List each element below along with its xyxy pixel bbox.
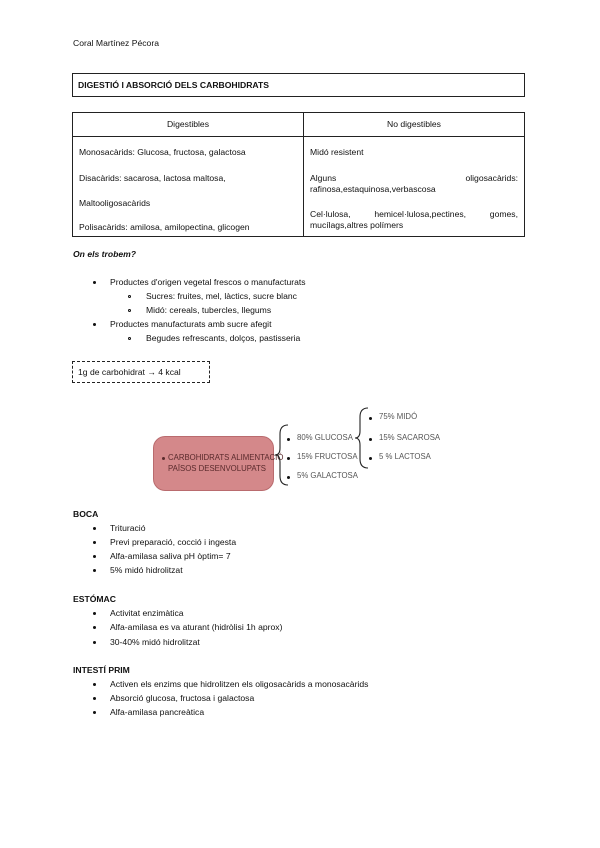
bullet-icon bbox=[93, 697, 96, 700]
no-digestibles-word: oligosacàrids: bbox=[465, 173, 518, 183]
diagram-fructose: 15% FRUCTOSA bbox=[297, 452, 358, 461]
table-header-digestibles: Digestibles bbox=[73, 113, 304, 137]
diagram-lactose: 5 % LACTOSA bbox=[379, 452, 431, 461]
where-item-vegetal: Productes d'origen vegetal frescos o manufacturats bbox=[110, 277, 306, 287]
bullet-icon bbox=[93, 641, 96, 644]
estomac-item: Activitat enzimàtica bbox=[110, 608, 184, 618]
bullet-icon bbox=[93, 569, 96, 572]
digestibles-monosaccharides: Monosacàrids: Glucosa, fructosa, galactosa bbox=[79, 147, 246, 157]
no-digestibles-word: Cel·lulosa, bbox=[310, 209, 351, 219]
bullet-icon bbox=[93, 527, 96, 530]
circle-bullet-icon bbox=[128, 309, 131, 312]
bullet-icon bbox=[93, 541, 96, 544]
diagram-sucrose: 15% SACAROSA bbox=[379, 433, 441, 442]
section-heading-boca: BOCA bbox=[73, 509, 99, 519]
bullet-icon bbox=[93, 555, 96, 558]
bullet-icon bbox=[369, 438, 372, 441]
table-header-no-digestibles: No digestibles bbox=[304, 113, 525, 137]
diagram-starch: 75% MIDÓ bbox=[379, 412, 418, 421]
boca-item: Alfa-amilasa saliva pH òptim= 7 bbox=[110, 551, 231, 561]
intesti-item: Activen els enzims que hidrolitzen els oligosacàrids a monosacàrids bbox=[110, 679, 369, 689]
bullet-icon bbox=[369, 417, 372, 420]
where-subitem-sugars: Sucres: fruites, mel, làctics, sucre blanc bbox=[146, 291, 297, 301]
no-digestibles-oligosaccharides-line bbox=[310, 173, 518, 184]
estomac-item: 30-40% midó hidrolitzat bbox=[110, 637, 200, 647]
no-digestibles-cell bbox=[304, 137, 525, 237]
diagram-main-line1: CARBOHIDRATS ALIMENTACIÓ bbox=[168, 453, 284, 462]
bullet-icon bbox=[287, 438, 290, 441]
no-digestibles-word: hemicel·lulosa,pectines, bbox=[374, 209, 467, 219]
bullet-icon bbox=[287, 457, 290, 460]
diagram-brace-2 bbox=[354, 407, 370, 469]
bullet-icon bbox=[93, 281, 96, 284]
energy-text: 1g de carbohidrat → 4 kcal bbox=[78, 367, 181, 377]
bullet-icon bbox=[93, 626, 96, 629]
where-subitem-starch: Midó: cereals, tubercles, llegums bbox=[146, 305, 272, 315]
intesti-item: Absorció glucosa, fructosa i galactosa bbox=[110, 693, 255, 703]
diagram-main-line2: PAÏSOS DESENVOLUPATS bbox=[168, 464, 266, 473]
boca-item: Trituració bbox=[110, 523, 146, 533]
no-digestibles-word: gomes, bbox=[489, 209, 518, 219]
bullet-icon bbox=[287, 476, 290, 479]
where-subitem-drinks: Begudes refrescants, dolços, pastisseria bbox=[146, 333, 301, 343]
bullet-icon bbox=[369, 457, 372, 460]
digestibles-cell bbox=[73, 137, 304, 237]
where-heading: On els trobem? bbox=[73, 249, 137, 259]
estomac-item: Alfa-amilasa es va aturant (hidròlisi 1h aprox) bbox=[110, 622, 283, 632]
circle-bullet-icon bbox=[128, 295, 131, 298]
no-digestibles-resistant-starch: Midó resistent bbox=[310, 147, 364, 157]
author-name: Coral Martínez Pécora bbox=[73, 38, 159, 48]
bullet-icon bbox=[93, 711, 96, 714]
diagram-galactose: 5% GALACTOSA bbox=[297, 471, 358, 480]
digestibles-maltooligosaccharides: Maltooligosacàrids bbox=[79, 198, 151, 208]
no-digestibles-fibres-line bbox=[310, 209, 518, 220]
where-item-added-sugar: Productes manufacturats amb sucre afegit bbox=[110, 319, 272, 329]
no-digestibles-oligosaccharides-list: rafinosa,estaquinosa,verbascosa bbox=[310, 184, 436, 194]
bullet-icon bbox=[93, 323, 96, 326]
document-title: DIGESTIÓ I ABSORCIÓ DELS CARBOHIDRATS bbox=[78, 80, 269, 90]
document-title-box bbox=[72, 73, 525, 97]
section-heading-intesti: INTESTÍ PRIM bbox=[73, 665, 130, 675]
diagram-main-node bbox=[153, 436, 284, 491]
digestibles-polysaccharides: Polisacàrids: amilosa, amilopectina, glicogen bbox=[79, 222, 250, 232]
energy-box bbox=[72, 361, 210, 383]
circle-bullet-icon bbox=[128, 337, 131, 340]
carbohydrates-table bbox=[72, 112, 525, 237]
section-heading-estomac: ESTÓMAC bbox=[73, 594, 116, 604]
boca-item: Previ preparació, cocció i ingesta bbox=[110, 537, 237, 547]
no-digestibles-polymers: mucílags,altres polímers bbox=[310, 220, 404, 230]
boca-item: 5% midó hidrolitzat bbox=[110, 565, 183, 575]
digestibles-disaccharides: Disacàrids: sacarosa, lactosa maltosa, bbox=[79, 173, 226, 183]
intesti-item: Alfa-amilasa pancreàtica bbox=[110, 707, 205, 717]
no-digestibles-word: Alguns bbox=[310, 173, 337, 183]
diagram-glucose: 80% GLUCOSA bbox=[297, 433, 353, 442]
bullet-icon bbox=[93, 683, 96, 686]
bullet-icon bbox=[93, 612, 96, 615]
bullet-icon bbox=[162, 457, 165, 460]
